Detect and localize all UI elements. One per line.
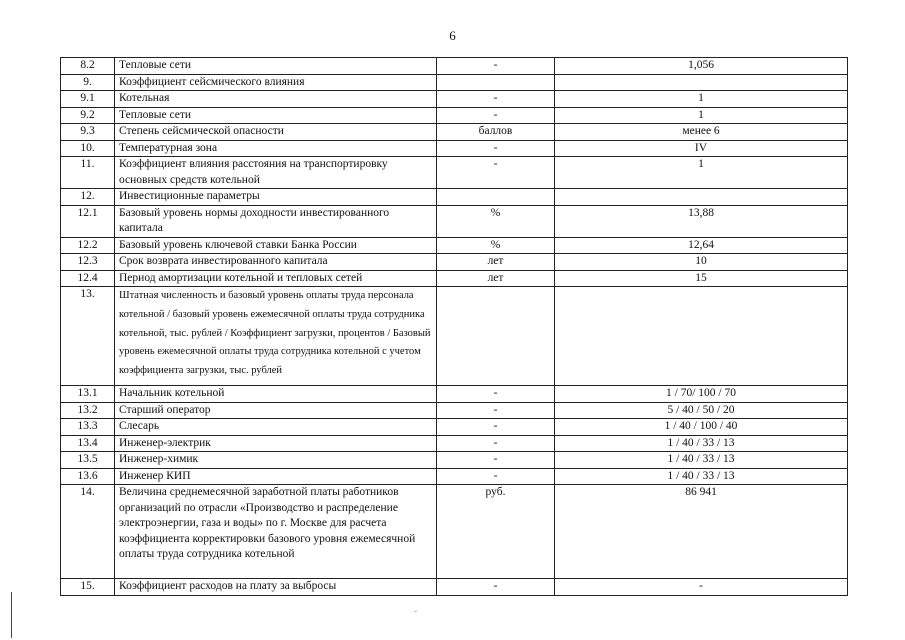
row-value: 12,64 [555, 237, 848, 254]
table-row [61, 579, 848, 596]
row-value: 1 [555, 91, 848, 108]
row-unit: - [437, 468, 555, 485]
row-number: 13.4 [61, 435, 115, 452]
row-unit: - [437, 107, 555, 124]
table-row [61, 485, 848, 579]
row-unit: руб. [437, 485, 555, 579]
row-unit [437, 189, 555, 206]
row-unit: - [437, 140, 555, 157]
table-row [61, 452, 848, 469]
row-unit: - [437, 419, 555, 436]
row-name: Срок возврата инвестированного капитала [115, 254, 437, 271]
row-number: 14. [61, 485, 115, 579]
row-number: 13.2 [61, 402, 115, 419]
row-number: 12.2 [61, 237, 115, 254]
page-number: 6 [449, 28, 456, 43]
row-unit: - [437, 386, 555, 403]
table-row [61, 419, 848, 436]
row-unit: баллов [437, 124, 555, 141]
row-name: Инженер-химик [115, 452, 437, 469]
row-name: Тепловые сети [115, 58, 437, 75]
row-unit: - [437, 579, 555, 596]
table-row [61, 58, 848, 75]
row-number: 13.5 [61, 452, 115, 469]
row-name: Штатная численность и базовый уровень оплаты труда персонала котельной / базовый уровень ежемесячной оплаты труда сотрудника котельной, тыс. рублей / Коэффициент загрузки, процентов / Базовый уровень ежемесячной оплаты труда сотрудника котельной с учетом коэффициента загрузки, тыс. рублей [115, 287, 437, 386]
table-row [61, 468, 848, 485]
table-row [61, 254, 848, 271]
row-unit: лет [437, 270, 555, 287]
margin-line [11, 592, 12, 638]
table-row [61, 107, 848, 124]
row-name: Слесарь [115, 419, 437, 436]
row-unit: - [437, 435, 555, 452]
table-row [61, 435, 848, 452]
row-value: 15 [555, 270, 848, 287]
row-name: Величина среднемесячной заработной платы работников организаций по отрасли «Производство и распределение электроэнергии, газа и воды» по г. Москве для расчета коэффициента корректировки базового уровня ежемесячной оплаты труда сотрудника котельной [115, 485, 437, 579]
row-name: Период амортизации котельной и тепловых сетей [115, 270, 437, 287]
row-value [555, 189, 848, 206]
table-row [61, 402, 848, 419]
row-number: 13.1 [61, 386, 115, 403]
row-name: Котельная [115, 91, 437, 108]
row-value: 1,056 [555, 58, 848, 75]
table-row [61, 74, 848, 91]
row-unit: - [437, 91, 555, 108]
row-value: IV [555, 140, 848, 157]
row-unit [437, 74, 555, 91]
row-unit: - [437, 58, 555, 75]
table-row [61, 157, 848, 189]
row-number: 9.1 [61, 91, 115, 108]
table-row [61, 140, 848, 157]
row-number: 8.2 [61, 58, 115, 75]
row-number: 13. [61, 287, 115, 386]
row-value: 1 / 70/ 100 / 70 [555, 386, 848, 403]
row-unit: лет [437, 254, 555, 271]
row-value: 13,88 [555, 205, 848, 237]
row-number: 12.1 [61, 205, 115, 237]
row-value [555, 74, 848, 91]
row-unit: % [437, 237, 555, 254]
row-number: 12. [61, 189, 115, 206]
row-name: Коэффициент сейсмического влияния [115, 74, 437, 91]
row-name: Тепловые сети [115, 107, 437, 124]
row-value: 1 / 40 / 100 / 40 [555, 419, 848, 436]
row-unit: % [437, 205, 555, 237]
table-row [61, 124, 848, 141]
row-number: 12.3 [61, 254, 115, 271]
row-number: 13.3 [61, 419, 115, 436]
row-unit: - [437, 157, 555, 189]
row-number: 11. [61, 157, 115, 189]
row-name: Коэффициент расходов на плату за выбросы [115, 579, 437, 596]
row-number: 9.2 [61, 107, 115, 124]
scan-mark [414, 611, 417, 612]
table-row [61, 237, 848, 254]
table-row [61, 91, 848, 108]
row-value: 1 [555, 157, 848, 189]
row-name: Инженер-электрик [115, 435, 437, 452]
row-number: 13.6 [61, 468, 115, 485]
row-value: 86 941 [555, 485, 848, 579]
row-name: Степень сейсмической опасности [115, 124, 437, 141]
row-name: Старший оператор [115, 402, 437, 419]
row-number: 10. [61, 140, 115, 157]
row-value: - [555, 579, 848, 596]
row-value: 1 / 40 / 33 / 13 [555, 435, 848, 452]
table-row [61, 205, 848, 237]
row-name: Базовый уровень нормы доходности инвестированного капитала [115, 205, 437, 237]
row-value: 5 / 40 / 50 / 20 [555, 402, 848, 419]
row-value: 1 / 40 / 33 / 13 [555, 468, 848, 485]
table-row [61, 189, 848, 206]
row-unit [437, 287, 555, 386]
parameters-table [60, 57, 848, 596]
row-value: 10 [555, 254, 848, 271]
row-unit: - [437, 452, 555, 469]
row-unit: - [437, 402, 555, 419]
row-value [555, 287, 848, 386]
row-name: Инвестиционные параметры [115, 189, 437, 206]
table-row [61, 287, 848, 386]
row-name: Базовый уровень ключевой ставки Банка России [115, 237, 437, 254]
table-row [61, 386, 848, 403]
row-name: Инженер КИП [115, 468, 437, 485]
row-value: менее 6 [555, 124, 848, 141]
row-value: 1 / 40 / 33 / 13 [555, 452, 848, 469]
table-row [61, 270, 848, 287]
row-value: 1 [555, 107, 848, 124]
row-name: Начальник котельной [115, 386, 437, 403]
row-name: Коэффициент влияния расстояния на транспортировку основных средств котельной [115, 157, 437, 189]
row-name: Температурная зона [115, 140, 437, 157]
row-number: 9. [61, 74, 115, 91]
row-number: 12.4 [61, 270, 115, 287]
row-number: 15. [61, 579, 115, 596]
row-number: 9.3 [61, 124, 115, 141]
